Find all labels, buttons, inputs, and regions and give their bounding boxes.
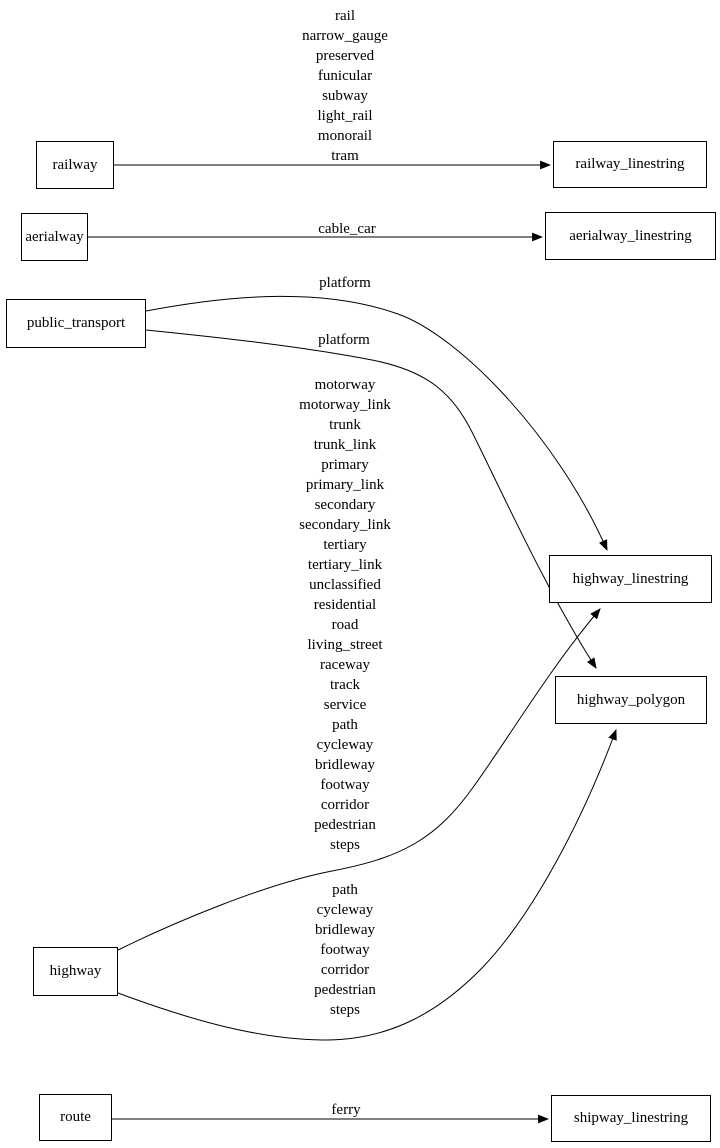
edge-label-line: funicular: [317, 68, 373, 84]
edge-label-line: motorway: [314, 377, 376, 393]
edge-label-line: bridleway: [315, 922, 375, 938]
edge-label-line: rail: [334, 8, 355, 24]
edge-label-line: secondary: [314, 497, 376, 513]
edge-label-line: motorway_link: [299, 397, 391, 413]
edge-label-line: cycleway: [316, 902, 374, 918]
node-highway-polygon: highway_polygon: [555, 676, 707, 724]
edge-label-aerialway-values: [318, 219, 375, 239]
node-highway: highway: [33, 947, 118, 996]
edge-label-line: path: [332, 882, 358, 898]
node-railway: railway: [36, 141, 114, 189]
edge-label-line: trunk: [329, 417, 361, 433]
edge-label-railway-values: [302, 6, 388, 166]
edge-label-line: ferry: [331, 1102, 361, 1118]
edge-label-line: footway: [320, 942, 370, 958]
edge-label-line: living_street: [307, 637, 383, 653]
edge-label-line: unclassified: [309, 577, 381, 593]
node-route: route: [39, 1094, 112, 1141]
node-railway-linestring: railway_linestring: [553, 141, 707, 188]
edge-label-line: subway: [322, 88, 368, 104]
edge-label-line: pedestrian: [314, 817, 376, 833]
edge-label-route-values: [331, 1100, 360, 1120]
edge-label-line: road: [331, 617, 359, 633]
edge-label-line: footway: [320, 777, 370, 793]
edge-label-line: bridleway: [315, 757, 375, 773]
edge-label-line: platform: [319, 275, 371, 291]
edge-label-line: pedestrian: [314, 982, 376, 998]
edge-label-highway-polygon-values: [314, 880, 376, 1020]
edge-label-highway-linestring-values: [299, 375, 391, 855]
edge-label-line: monorail: [317, 128, 373, 144]
edge-label-line: steps: [329, 1002, 360, 1018]
edge-label-line: primary_link: [305, 477, 385, 493]
edge-label-line: corridor: [320, 962, 370, 978]
edge-label-line: secondary_link: [299, 517, 391, 533]
node-aerialway: aerialway: [21, 213, 88, 261]
edge-label-line: cable_car: [318, 221, 376, 237]
edge-label-line: narrow_gauge: [302, 28, 388, 44]
edge-label-line: light_rail: [317, 108, 373, 124]
edge-label-line: primary: [321, 457, 369, 473]
node-shipway-linestring: shipway_linestring: [551, 1095, 711, 1142]
edge-label-line: cycleway: [316, 737, 374, 753]
edge-label-line: tertiary_link: [307, 557, 383, 573]
edge-label-line: raceway: [320, 657, 370, 673]
edge-label-line: track: [330, 677, 360, 693]
edge-label-line: platform: [318, 332, 370, 348]
edge-label-public-transport-linestring-values: [319, 273, 371, 293]
edge-label-line: preserved: [315, 48, 375, 64]
edge-label-line: steps: [330, 837, 360, 853]
node-highway-linestring: highway_linestring: [549, 555, 712, 603]
node-public-transport: public_transport: [6, 299, 146, 348]
edge-label-line: trunk_link: [313, 437, 377, 453]
edge-label-line: service: [323, 697, 367, 713]
edge-label-line: corridor: [320, 797, 370, 813]
edge-label-line: tram: [331, 148, 359, 164]
edge-label-line: tertiary: [323, 537, 367, 553]
node-aerialway-linestring: aerialway_linestring: [545, 212, 716, 260]
edge-label-line: residential: [313, 597, 377, 613]
edge-label-line: path: [332, 717, 358, 733]
edge-label-public-transport-polygon-values: [318, 330, 370, 350]
